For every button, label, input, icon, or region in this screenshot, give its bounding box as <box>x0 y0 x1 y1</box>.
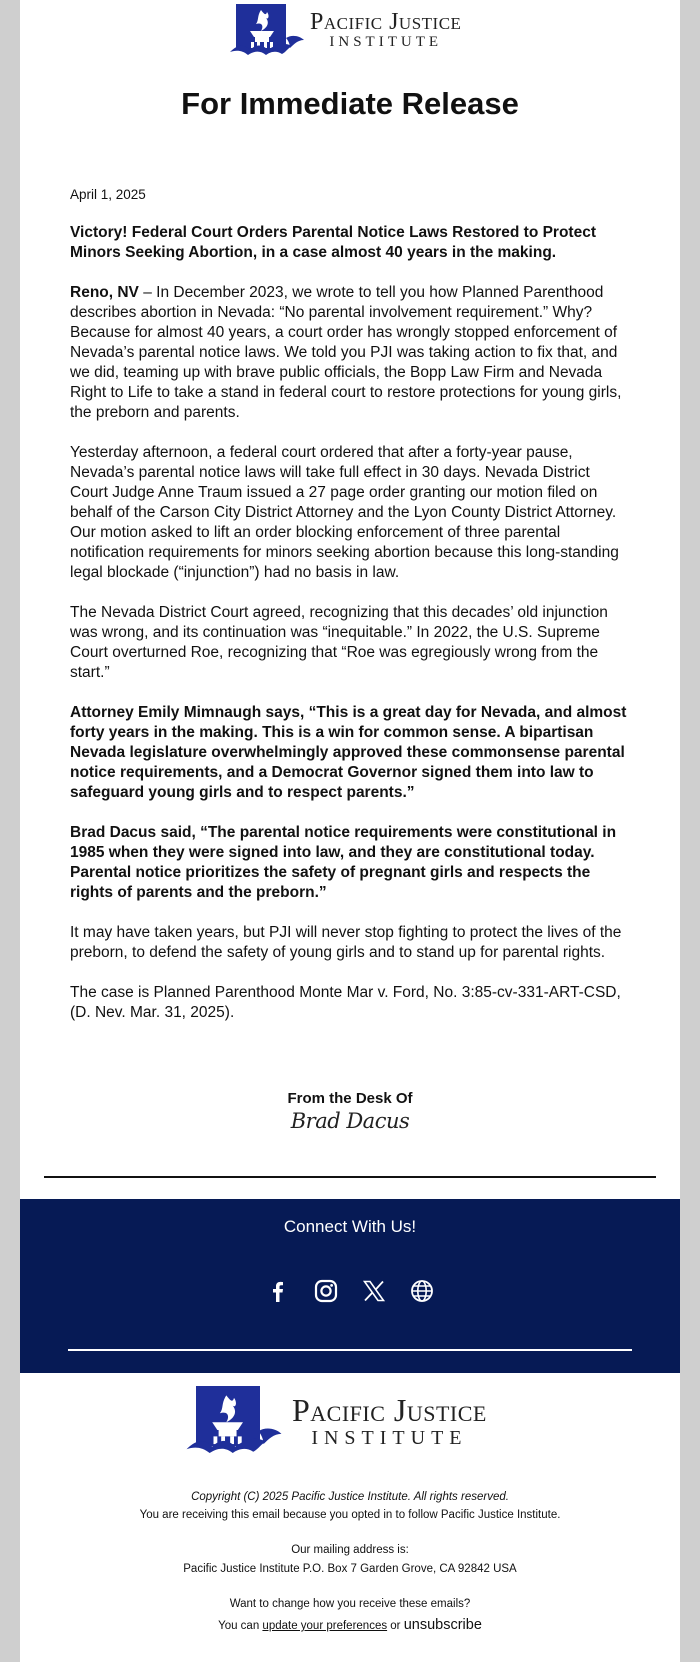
copyright <box>20 1491 680 1503</box>
brand-wordmark <box>292 1394 487 1448</box>
divider <box>44 1176 656 1178</box>
paragraph-2: Yesterday afternoon, a federal court ordered that after a forty-year pause, Nevada’s parental notice laws will take full effect in 30 days. Nevada District Court Judge Anne Traum issued a 27 page order granting our motion filed on behalf of the Carson City District Attorney and the Lyon County District Attorney. Our motion asked to lift an order blocking enforcement of three parental notification requirements for minors seeking abortion because this long-standing legal blockade (“injunction”) had no basis in law. <box>70 444 619 581</box>
signoff-label: From the Desk Of <box>287 1090 413 1107</box>
press-release-body <box>70 185 630 1043</box>
torch-logo-icon <box>184 1386 284 1456</box>
x-icon[interactable] <box>361 1278 387 1304</box>
paragraph-5: The case is Planned Parenthood Monte Mar v. Ford, No. 3:85-cv-331-ART-CSD, (D. Nev. Mar. 31, 2025). <box>70 984 621 1021</box>
preferences-line <box>20 1617 680 1633</box>
page-title: For Immediate Release <box>181 86 519 121</box>
headline: Victory! Federal Court Orders Parental Notice Laws Restored to Protect Minors Seeking Abortion, in a case almost 40 years in the making. <box>70 224 596 261</box>
footer-logo[interactable] <box>184 1386 487 1456</box>
email-page <box>20 0 680 1662</box>
globe-icon[interactable] <box>409 1278 435 1304</box>
quote-mimnaugh: Attorney Emily Mimnaugh says, “This is a great day for Nevada, and almost forty years in the making. This is a win for common sense. A bipartisan Nevada legislature overwhelmingly approved these commonsense parental notice requirements, and a Democrat Governor signed them into law to safeguard young girls and to respect parents.” <box>70 704 627 801</box>
header-logo[interactable] <box>228 4 461 56</box>
paragraph-1 <box>70 283 630 423</box>
paragraph-1-text: – In December 2023, we wrote to tell you how Planned Parenthood describes abortion in Nevada: “No parental involvement requirement.” Why? Because for almost 40 years, a court order has wrongly stopped enforcement of Nevada’s parental notice laws. We told you PJI was taking action to fix that, and we did, teaming up with brave public officials, the Bopp Law Firm and Nevada Right to Life to take a stand in federal court to restore protections for young girls, the preborn and parents. <box>70 284 622 421</box>
update-preferences-link[interactable]: update your preferences <box>262 1620 388 1632</box>
paragraph-4: It may have taken years, but PJI will never stop fighting to protect the lives of the preborn, to defend the safety of young girls and to stand up for parental rights. <box>70 924 622 961</box>
connect-heading: Connect With Us! <box>283 1217 417 1236</box>
signature: Brad Dacus <box>290 1109 410 1133</box>
brand-name: Pacific Justice <box>292 1392 487 1428</box>
signoff <box>20 1090 680 1133</box>
torch-logo-icon <box>228 4 306 56</box>
opt-in-notice: You are receiving this email because you opted in to follow Pacific Justice Institute. <box>139 1509 561 1521</box>
brand-subname: INSTITUTE <box>329 34 443 50</box>
social-footer-band <box>20 1199 680 1373</box>
brand-name: Pacific Justice <box>310 9 462 35</box>
quote-dacus: Brad Dacus said, “The parental notice requirements were constitutional in 1985 when they were signed into law, and they are constitutional today. Parental notice prioritizes the safety of pregnant girls and respects the rights of parents and the preborn.” <box>70 824 617 901</box>
preferences-prompt: Want to change how you receive these emails? <box>229 1598 471 1610</box>
copyright-text: Copyright (C) 2025 Pacific Justice Institute. All rights reserved. <box>191 1491 509 1503</box>
paragraph-3: The Nevada District Court agreed, recognizing that this decades’ old injunction was wrong, and its continuation was “inequitable.” In 2022, the U.S. Supreme Court overturned Roe, recognizing that “Roe was egregiously wrong from the start.” <box>70 604 608 681</box>
unsubscribe-link[interactable]: unsubscribe <box>403 1617 482 1633</box>
you-can-text: You can <box>218 1620 263 1632</box>
band-divider <box>68 1349 632 1351</box>
brand-subname: INSTITUTE <box>311 1427 468 1449</box>
or-text: or <box>387 1620 404 1632</box>
release-date: April 1, 2025 <box>70 187 146 202</box>
instagram-icon[interactable] <box>313 1278 339 1304</box>
address-label: Our mailing address is: <box>291 1544 409 1556</box>
social-icons <box>20 1278 680 1304</box>
facebook-icon[interactable] <box>265 1278 291 1304</box>
mailing-address: Pacific Justice Institute P.O. Box 7 Garden Grove, CA 92842 USA <box>183 1563 517 1575</box>
brand-wordmark <box>310 10 461 50</box>
dateline: Reno, NV <box>70 284 139 301</box>
